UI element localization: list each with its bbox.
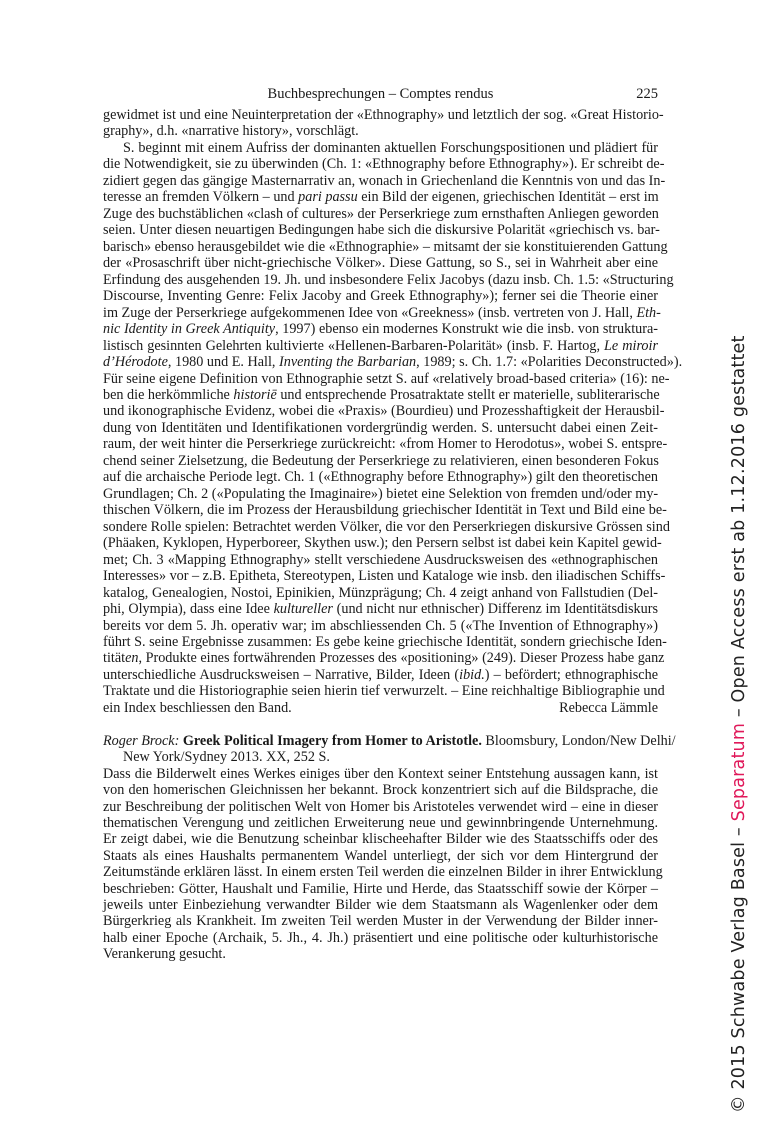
text-segment: auf die archaische Periode legt. Ch. 1 («Ethnography before Ethnography») gilt den theoretischen [103,469,658,486]
text-segment: Bloomsbury, London/New Delhi/ [481,733,676,749]
text-segment: zidiert gegen das gängige Masternarrativ an, wonach in Griechenland die Kenntnis von und das In- [103,172,666,189]
italic-text: Eth- [636,304,661,321]
text-line [103,304,661,321]
text-line [103,189,658,205]
text-segment: ) – befördert; ethnographische [484,666,658,683]
text-segment: Grundlagen; Ch. 2 («Populating the Imaginaire») bietet eine Selektion von fremden und/oder my- [103,485,659,502]
open-access-text: – Open Access erst ab 1.12.2016 gestattet [729,335,749,723]
text-line [103,568,666,585]
text-segment: phi, Olympia), dass eine Idee [103,601,274,618]
text-segment: raum, der weit hinter die Perserkriege zurückreicht: «from Homer to Herodotus», wobei S. entspre- [103,436,668,453]
text-line [103,338,658,354]
text-segment: Traktate und die Historiographie seien hierin tief verwurzelt. – Eine reichhaltige Bibliographie und [103,683,665,700]
text-line [103,831,658,847]
text-line [103,420,658,436]
text-line [103,436,668,453]
text-segment: unterschiedliche Ausdrucksweisen – Narrative, Bilder, Ideen ( [103,666,460,683]
text-line [103,206,658,222]
italic-text: pari passu [298,189,358,206]
running-title: Buchbesprechungen – Comptes rendus [267,86,494,102]
text-line [103,238,668,255]
text-segment: führt S. seine Ergebnisse zusammen: Es gebe keine griechische Identität, sondern griechische Iden- [103,634,667,650]
italic-text: d’Hérodote [103,354,168,371]
text-segment: Erfindung des ausgehenden 19. Jh. und insbesondere Felix Jacobys (dazu insb. Ch. 1.5: «Structuring [103,271,674,288]
text-segment: seien. Unter diesen neuartigen Bedingungen habe sich die diskursive Polarität «griechisch vs. bar- [103,222,660,239]
text-segment: ein Bild der eigenen, griechischen Identität – erst im [357,189,659,206]
text-line [103,502,667,519]
italic-text: Le miroir [604,337,658,354]
text-segment: Zeitumstände erklären lässt. In einem ersten Teil werden die einzelnen Bilder in ihrer Entwicklung [103,864,663,881]
text-segment: halb einer Epoche (Archaik, 5. Jh., 4. Jh.) präsentiert und eine politische oder kulturhistorische [103,929,658,946]
page-number: 225 [636,86,658,102]
text-segment: bereits vor dem 5. Jh. operativ war; im abschliessenden Ch. 5 («The Invention of Ethnography») [103,617,658,634]
text-segment: und ikonographische Evidenz, wobei die «Praxis» (Bourdieu) und Prozesshaftigkeit der Herausbil- [103,403,665,420]
text-segment: im Zuge der Perserkriege aufgekommenen Idee von «Greekness» (insb. vertreten von J. Hall, [103,304,637,321]
text-line [103,140,658,156]
text-line [103,535,662,552]
text-line [103,321,658,337]
text-segment: S. beginnt mit einem Aufriss der dominanten aktuellen Forschungspositionen und plädiert für [123,139,658,156]
text-segment: thischen Völkern, die im Prozess der Herausbildung griechischer Identität in Text und Bild eine be- [103,502,667,519]
text-segment: von den homerischen Gleichnissen her bekannt. Brock konzentriert sich auf die Bildsprache, die [103,782,658,799]
text-line [103,469,658,485]
italic-text: ibid. [459,666,485,683]
text-line [103,930,658,946]
text-segment: katalog, Genealogien, Nostoi, Epinikien, Münzprägung; Ch. 4 zeigt anhand von Fallstudien (Del- [103,584,658,601]
text-line [103,255,658,271]
text-segment: Für seine eigene Definition von Ethnographie setzt S. auf «relatively broad-based criteria» (16): ne- [103,370,670,387]
italic-text: kultureller [273,601,333,618]
text-line [103,518,670,535]
running-header [103,86,658,104]
text-segment: sondere Rolle spielen: Betrachtet werden Völker, die vor den Perserkriegen diskursive Grössen sind [103,518,670,535]
text-segment: Er zeigt dabei, wie die Benutzung scheinbar klischeehafter Bilder wie des Staatsschiffs oder des [103,831,658,848]
text-line [103,749,658,765]
text-segment: , 1980 und E. Hall, [167,354,280,371]
review-lammle [103,107,683,716]
text-line [103,667,658,683]
text-segment: Dass die Bilderwelt eines Werkes einiges über den Kontext seiner Entstehung aussagen kann, ist [103,765,658,782]
text-line [103,156,665,173]
text-line [103,897,658,913]
text-segment: New York/Sydney 2013. XX, 252 S. [123,749,330,766]
text-line [103,815,658,831]
text-line [103,222,658,238]
text-segment: (Phäaken, Kyklopen, Hyperboreer, Skythen usw.); den Persern selbst ist dabei kein Kapitel gewid- [103,535,662,552]
text-line [103,288,658,304]
text-line [103,683,665,700]
text-line [103,634,667,650]
text-segment: beschrieben: Götter, Haushalt und Familie, Hirte und Herde, das Staatsschiff sowie der Körper – [103,880,658,897]
text-segment: jeweils unter Einbeziehung verwandter Bilder wie dem Staatsmann als Wagenlenker oder dem [103,896,658,913]
copyright-text: © 2015 Schwabe Verlag Basel – [729,821,749,1113]
copyright-notice [727,335,751,1113]
text-segment: barisch» ebenso herausgebildet wie die «Ethnographie» – mitsamt der sie konstituierenden Gattung [103,238,668,255]
text-segment: und entsprechende Prosatraktate stellt er materielle, subliterarische [276,386,660,403]
text-segment: met; Ch. 3 «Mapping Ethnography» stellt verschiedene Ausdrucksweisen des «ethnographischen [103,551,658,568]
text-segment: Bürgerkrieg als Krankheit. Im zweiten Teil werden Muster in der Verwendung der Bilder inner- [103,913,658,930]
text-segment: gewidmet ist und eine Neuinterpretation der «Ethnography» und letztlich der sog. «Great Historio- [103,107,664,123]
text-line [103,799,658,815]
text-segment: ben die herkömmliche [103,386,234,403]
review-brock [103,733,676,963]
text-line [103,913,658,929]
text-line [103,733,676,749]
italic-text: historiē [233,386,277,403]
text-line [103,881,658,897]
text-segment: Staats als eines Haushalts permanentem Wandel unterliegt, der sich vor dem Hintergrund der [103,847,658,864]
text-segment: Verankerung gesucht. [103,946,226,963]
text-segment: teresse an fremden Völkern – und [103,189,299,206]
text-segment: graphy», d.h. «narrative history», vorschlägt. [103,123,359,140]
reviewer-name: Rebecca Lämmle [559,699,658,716]
text-line [103,172,666,189]
text-line [103,370,670,387]
text-line [103,766,658,782]
text-segment: Discourse, Inventing Genre: Felix Jacoby and Greek Ethnography»); ferner sei die Theorie einer [103,288,658,305]
text-line [103,453,658,469]
text-line [103,123,658,139]
text-line [103,864,663,881]
text-line [103,387,658,403]
text-line [103,354,683,371]
text-line [103,782,658,798]
text-line [103,618,658,634]
separatum-label: Separatum [729,722,749,822]
text-line [103,403,665,420]
text-segment: die Notwendigkeit, sie zu überwinden (Ch. 1: «Ethnography before Ethnography»). Er schreibt de- [103,156,665,173]
text-line [103,848,658,864]
text-segment: ein Index beschliessen den Band. [103,699,292,716]
italic-text: nic Identity in Greek Antiquity [103,321,276,338]
text-line [103,271,674,288]
text-line [103,486,658,502]
italic-text: Roger Brock: [103,733,180,749]
text-segment: , 1989; s. Ch. 1.7: «Polarities Deconstructed»). [416,354,683,371]
text-segment: dung von Identitäten und Identifikationen vordergründig werden. S. untersucht dabei einen Zeit- [103,419,658,436]
book-title: Greek Political Imagery from Homer to Aristotle. [182,733,482,749]
text-segment: zur Beschreibung der politischen Welt von Homer bis Aristoteles verwendet wird – eine in dieser [103,798,658,815]
text-line [103,946,658,962]
italic-text: Inventing the Barbarian [279,354,417,371]
text-line [103,552,658,568]
text-line [103,650,665,667]
text-segment: listisch gesinnten Gelehrten kultivierte «Hellenen-Barbaren-Polarität» (insb. F. Hartog, [103,337,605,354]
text-line [103,585,658,601]
text-line [103,107,664,123]
text-segment: , Produkte eines fortwährenden Prozesses des «positioning» (249). Dieser Prozess habe ganz [138,650,665,667]
text-segment: der «Prosaschrift über nicht-griechische Völker». Diese Gattung, so S., sei in Wahrheit aber eine [103,255,658,272]
text-segment: Zuge des buchstäblichen «clash of cultures» der Perserkriege zum ernsthaften Anliegen geworden [103,205,659,222]
text-segment: chend seiner Zielsetzung, die Bedeutung der Perserkriege zu relativieren, einen besonderen Fokus [103,452,659,469]
text-segment: titäten [103,650,139,667]
text-segment: (und nicht nur ethnischer) Differenz im Identitätsdiskurs [332,601,658,618]
text-segment: , 1997) ebenso ein modernes Konstrukt wie die insb. von struktura- [275,321,658,338]
text-segment: Interesses» vor – z.B. Epitheta, Stereotypen, Listen und Kataloge wie insb. den iliadischen Schiffs- [103,568,666,585]
text-line [103,700,658,716]
text-line [103,601,658,617]
text-segment: thematischen Verengung und zeitlichen Erweiterung neue und gewinnbringende Unternehmung. [103,814,658,831]
